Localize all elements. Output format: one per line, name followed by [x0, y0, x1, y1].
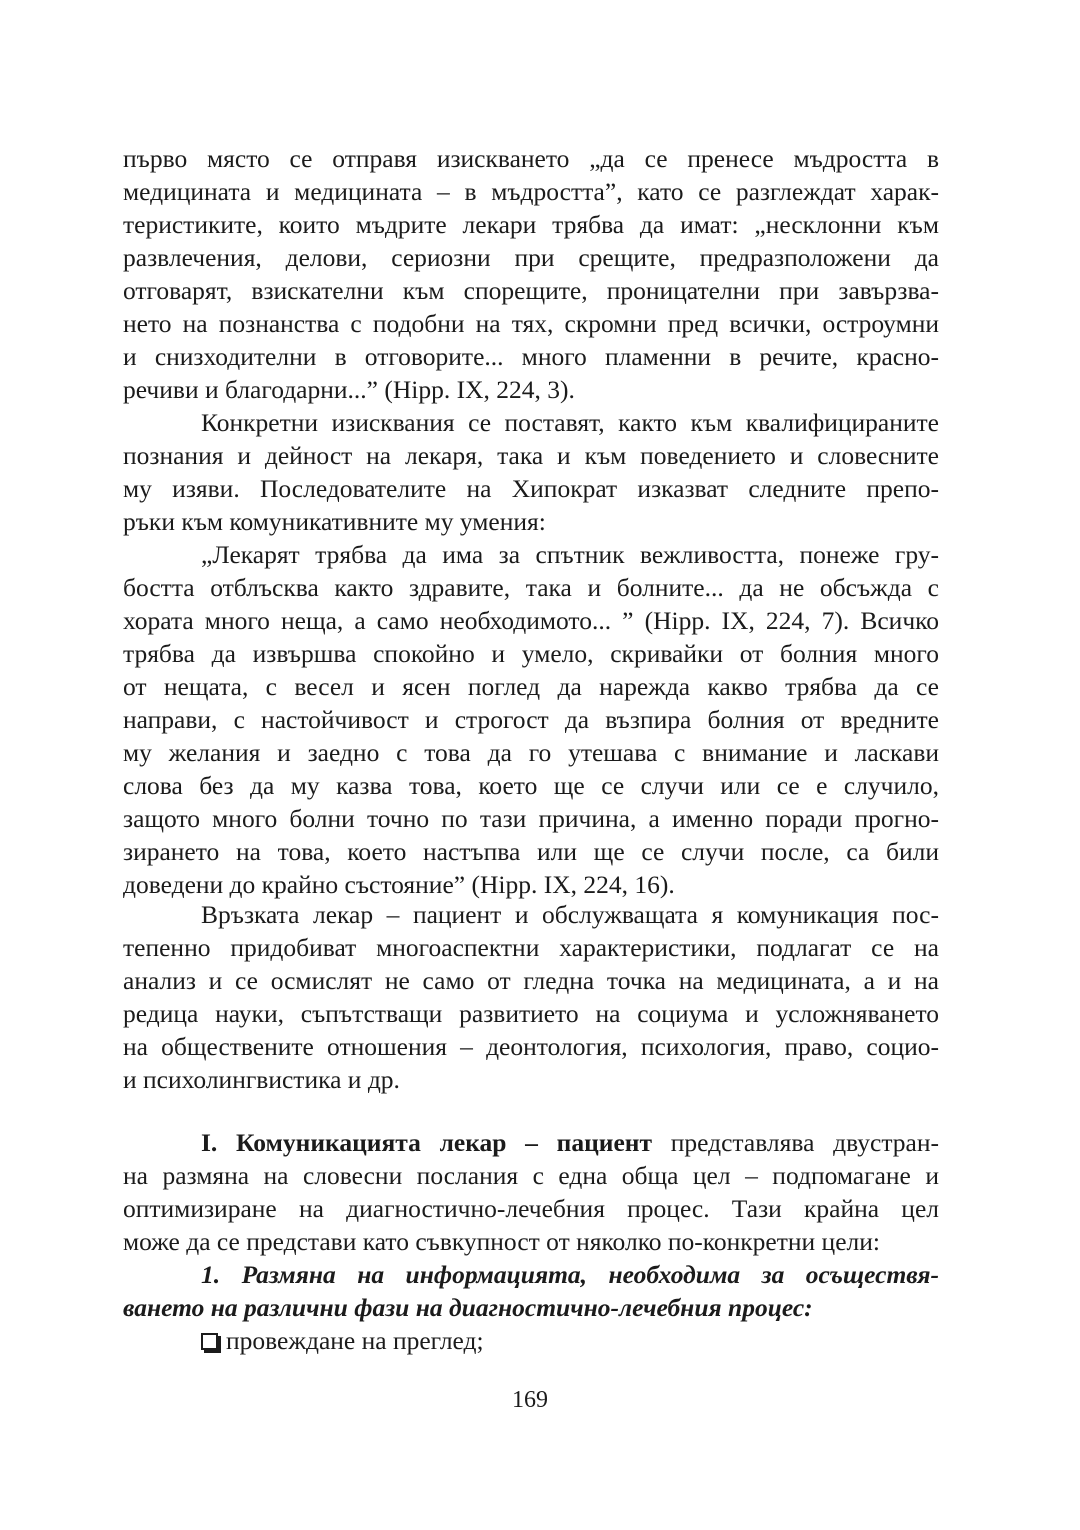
checkbox-icon: [201, 1333, 218, 1350]
text-line: бостта отблъсква както здравите, така и болните... да не обсъжда с: [123, 573, 939, 602]
text-line: ръки към комуникативните му умения:: [123, 507, 546, 536]
text-line: нето на познанства с подобни на тях, скромни пред всички, остроумни: [123, 309, 939, 338]
text-line: речиви и благодарни...” (Hipp. IX, 224, 3).: [123, 375, 575, 404]
text-line: на обществените отношения – деонтология, психология, право, социо-: [123, 1032, 939, 1061]
text-line: доведени до крайно състояние” (Hipp. IX, 224, 16).: [123, 870, 675, 899]
paragraph-5: [123, 1126, 939, 1258]
paragraph-2: [123, 406, 939, 538]
section-lead: I. Комуникацията лекар – пациент: [201, 1128, 653, 1157]
text-line: слова без да му казва това, което ще се случи или се е случило,: [123, 771, 939, 800]
text-line: може да се представи като съвкупност от няколко по-конкретни цели:: [123, 1227, 880, 1256]
text-line: и психолингвистика и др.: [123, 1065, 400, 1094]
text-line: му желания и заедно с това да го утешава с внимание и ласкави: [123, 738, 939, 767]
page-number: 169: [512, 1387, 548, 1413]
text-line: оптимизиране на диагностично-лечебния процес. Тази крайна цел: [123, 1194, 939, 1223]
text-line: отговарят, взискателни към спорещите, проницателни при завързва-: [123, 276, 939, 305]
text-line: анализ и се осмислят не само от гледна точка на медицината, а и на: [123, 966, 939, 995]
text-line: зирането на това, което настъпва или ще се случи после, са били: [123, 837, 939, 866]
text-line: [123, 1126, 939, 1159]
text-line: Връзката лекар – пациент и обслужващата я комуникация пос-: [201, 900, 939, 929]
text-line: хората много неща, а само необходимото... ” (Hipp. IX, 224, 7). Всичко: [123, 606, 939, 635]
text-line: и снизходителни в отговорите... много пламенни в речите, красно-: [123, 342, 939, 371]
text-line: редица науки, съпътстващи развитието на социума и усложняването: [123, 999, 939, 1028]
text-line: защото много болни точно по тази причина, а именно поради прогно-: [123, 804, 939, 833]
text-line: първо място се отправя изискването „да се пренесе мъдростта в: [123, 144, 939, 173]
text-line: му изяви. Последователите на Хипократ изказват следните препо-: [123, 474, 939, 503]
text-line: Конкретни изисквания се поставят, както към квалифицираните: [201, 408, 939, 437]
heading-line: 1. Размяна на информацията, необходима за осъществя-: [201, 1260, 939, 1289]
text-line: „Лекарят трябва да има за спътник вежливостта, понеже гру-: [201, 540, 939, 569]
text-line: развлечения, делови, сериозни при срещите, предразположени да: [123, 243, 939, 272]
text-line: от нещата, с весел и ясен поглед да нарежда какво трябва да се: [123, 672, 939, 701]
paragraph-4: [123, 898, 939, 1096]
paragraph-3-quote: [123, 538, 939, 901]
text-line: трябва да извършва спокойно и умело, скривайки от болния много: [123, 639, 939, 668]
heading-line: ването на различни фази на диагностично-лечебния процес:: [123, 1293, 813, 1322]
text-line: на размяна на словесни послания с една обща цел – подпомагане и: [123, 1161, 939, 1190]
text-line: медицината и медицината – в мъдростта”, като се разглеждат харак-: [123, 177, 939, 206]
checklist-item: [201, 1324, 484, 1357]
text-line: тепенно придобиват многоаспектни характеристики, подлагат се на: [123, 933, 939, 962]
text-line: теристиките, които мъдрите лекари трябва да имат: „несклонни към: [123, 210, 939, 239]
paragraph-1: [123, 142, 939, 406]
subsection-heading: [123, 1258, 939, 1324]
text-run: представлява двустран-: [652, 1128, 939, 1157]
text-line: познания и дейност на лекаря, така и към поведението и словесните: [123, 441, 939, 470]
text-line: направи, с настойчивост и строгост да възпира болния от вредните: [123, 705, 939, 734]
checklist-item-text: провеждане на преглед;: [226, 1326, 484, 1355]
checklist: [201, 1324, 484, 1357]
